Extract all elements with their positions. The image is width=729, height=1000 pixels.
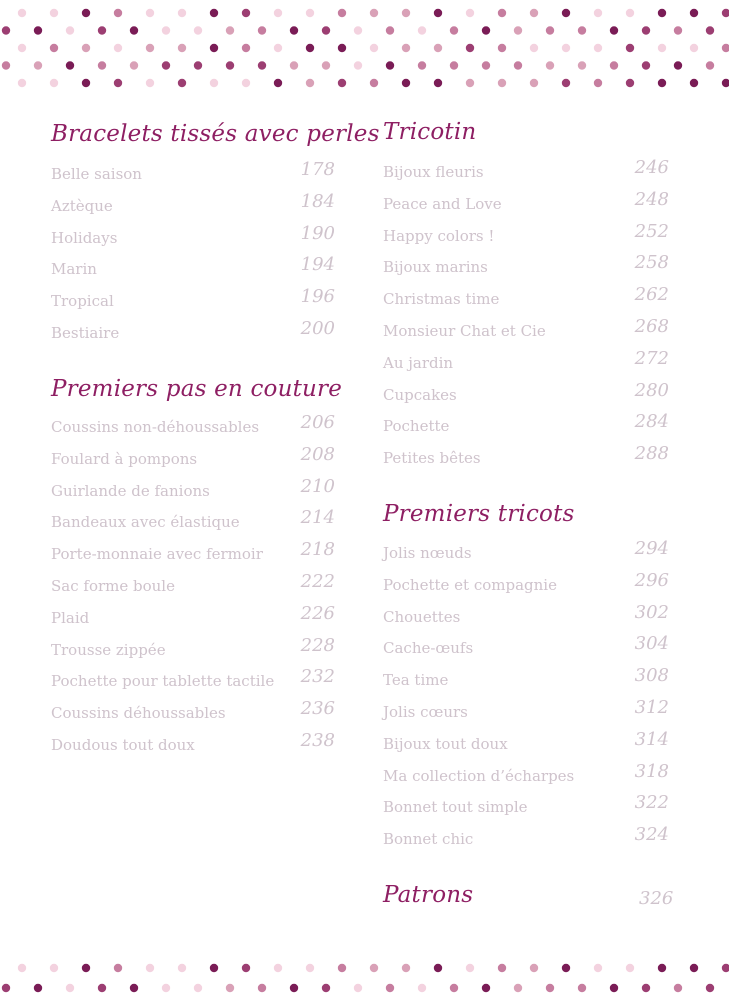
polka-dot (338, 79, 346, 87)
polka-dot (530, 44, 538, 52)
toc-entry-page-number: 218 (300, 539, 335, 561)
section-title-bracelets: Bracelets tissés avec perles (51, 121, 380, 147)
polka-dot (546, 61, 554, 69)
toc-entry-label: Cache-œufs (383, 639, 474, 658)
polka-dot (370, 44, 378, 52)
polka-dot (178, 44, 186, 52)
polka-dot (146, 964, 154, 972)
toc-entry-page-number: 210 (300, 475, 335, 497)
toc-entry-label: Bonnet tout simple (383, 798, 528, 817)
polka-dot (434, 44, 442, 52)
polka-dot (642, 26, 650, 34)
toc-entry-page-number: 226 (300, 602, 335, 624)
toc-entry-label: Monsieur Chat et Cie (383, 322, 546, 340)
toc-entry-page-number: 304 (634, 633, 669, 655)
toc-entry (51, 318, 341, 348)
toc-entry-label: Ma collection d’écharpes (383, 766, 575, 785)
polka-dot (514, 61, 522, 69)
toc-entry (51, 602, 341, 633)
polka-dot (114, 79, 122, 87)
polka-dot-border-bottom (0, 958, 729, 1000)
polka-dot (162, 984, 170, 992)
polka-dot (386, 26, 394, 34)
toc-entry (383, 188, 673, 219)
polka-dot (658, 964, 666, 972)
toc-entry (51, 159, 341, 189)
toc-entry (51, 475, 341, 506)
polka-dot (242, 44, 250, 52)
section-title-premiers-tricots: Premiers tricots (383, 501, 575, 527)
toc-entry (383, 665, 673, 695)
polka-dot (130, 61, 138, 69)
toc-entry (383, 633, 673, 663)
polka-dot (226, 61, 234, 69)
toc-entry-label: Pochette (383, 417, 450, 436)
polka-dot (82, 9, 90, 17)
toc-entry-page-number: 246 (634, 157, 669, 178)
toc-entry-label: Tea time (383, 671, 449, 690)
toc-entry (383, 760, 673, 791)
polka-dot (194, 26, 202, 34)
toc-entry (51, 539, 341, 569)
polka-dot (370, 9, 378, 17)
toc-entry-page-number: 302 (634, 601, 669, 623)
toc-entry-page-number: 178 (300, 159, 335, 180)
toc-entry-page-number: 236 (300, 698, 335, 720)
polka-dot (354, 61, 362, 69)
toc-entry-page-number: 272 (634, 347, 669, 369)
polka-dot (210, 964, 218, 972)
toc-entry-page-number: 284 (634, 411, 669, 433)
polka-dot (626, 964, 634, 972)
toc-entry (51, 634, 341, 665)
polka-dot (450, 26, 458, 34)
toc-entry-page-number: 314 (634, 728, 669, 750)
polka-dot (466, 9, 474, 17)
toc-entry (51, 190, 341, 221)
toc-entry-page-number: 294 (634, 538, 669, 559)
toc-entry-page-number: 208 (300, 443, 335, 465)
polka-dot (98, 26, 106, 34)
polka-dot (578, 61, 586, 69)
toc-entry-label: Tropical (51, 292, 114, 311)
section-title-couture: Premiers pas en couture (51, 376, 343, 402)
toc-entry (383, 538, 673, 568)
polka-dot (578, 26, 586, 34)
polka-dot (674, 26, 682, 34)
polka-dot (402, 964, 410, 972)
polka-dot (722, 44, 729, 52)
polka-dot (402, 44, 410, 52)
toc-entry (51, 507, 341, 537)
toc-entry-page-number: 262 (634, 284, 669, 306)
polka-dot (194, 984, 202, 992)
toc-entry (383, 316, 673, 346)
polka-dot (2, 26, 10, 34)
polka-dot (418, 26, 426, 34)
toc-entry-label: Bijoux tout doux (383, 734, 508, 753)
toc-entry-page-number: 190 (300, 222, 335, 244)
polka-dot (482, 26, 490, 34)
polka-dot (306, 79, 314, 87)
polka-dot (402, 79, 410, 87)
toc-entry-label: Happy colors ! (383, 226, 495, 245)
polka-dot (322, 26, 330, 34)
toc-entry-label: Au jardin (383, 353, 454, 372)
polka-dot (82, 964, 90, 972)
toc-entry-label: Jolis nœuds (383, 544, 472, 562)
polka-dot (546, 26, 554, 34)
polka-dot (610, 61, 618, 69)
toc-entry-label: Trousse zippée (51, 640, 166, 659)
polka-dot (82, 79, 90, 87)
polka-dot (722, 9, 729, 17)
polka-dot (450, 984, 458, 992)
polka-dot (658, 9, 666, 17)
polka-dot (674, 61, 682, 69)
polka-dot (530, 964, 538, 972)
polka-dot-border-top (0, 0, 729, 96)
toc-entry-label: Bonnet chic (383, 830, 474, 849)
toc-entry-label: Foulard à pompons (51, 449, 198, 468)
polka-dot (242, 79, 250, 87)
polka-dot (178, 964, 186, 972)
polka-dot (562, 44, 570, 52)
polka-dot (690, 79, 698, 87)
polka-dot (146, 79, 154, 87)
polka-dot (162, 26, 170, 34)
polka-dot (594, 9, 602, 17)
polka-dot (258, 26, 266, 34)
toc-entry-label: Pochette et compagnie (383, 575, 557, 594)
polka-dot (274, 964, 282, 972)
toc-entry-page-number: 248 (634, 188, 669, 210)
polka-dot (418, 61, 426, 69)
polka-dot (706, 61, 714, 69)
toc-entry (383, 347, 673, 378)
polka-dot (242, 964, 250, 972)
polka-dot (658, 79, 666, 87)
polka-dot (338, 964, 346, 972)
toc-entry-label: Pochette pour tablette tactile (51, 672, 275, 691)
polka-dot (322, 61, 330, 69)
polka-dot (50, 79, 58, 87)
polka-dot (322, 984, 330, 992)
polka-dot (562, 79, 570, 87)
polka-dot (130, 26, 138, 34)
polka-dot (626, 44, 634, 52)
toc-entry-page-number: 308 (634, 665, 669, 687)
toc-entry (383, 824, 673, 854)
polka-dot (594, 79, 602, 87)
polka-dot (50, 9, 58, 17)
polka-dot (306, 964, 314, 972)
toc-entry-page-number: 228 (300, 634, 335, 656)
polka-dot (514, 26, 522, 34)
polka-dot (18, 964, 26, 972)
polka-dot (226, 26, 234, 34)
toc-entry-page-number: 324 (634, 824, 669, 846)
polka-dot (594, 44, 602, 52)
polka-dot (674, 984, 682, 992)
toc-entry-page-number: 196 (300, 286, 335, 308)
polka-dot (690, 44, 698, 52)
polka-dot (178, 79, 186, 87)
polka-dot (338, 9, 346, 17)
polka-dot (498, 79, 506, 87)
toc-entry-label: Guirlande de fanions (51, 481, 210, 500)
polka-dot (690, 964, 698, 972)
polka-dot (34, 61, 42, 69)
polka-dot (466, 79, 474, 87)
polka-dot (18, 79, 26, 87)
polka-dot (386, 984, 394, 992)
polka-dot (66, 984, 74, 992)
toc-entry-page-number: 194 (300, 254, 335, 276)
polka-dot (258, 984, 266, 992)
polka-dot (274, 9, 282, 17)
toc-entry (51, 443, 341, 474)
polka-dot (114, 964, 122, 972)
toc-entry-label: Porte-monnaie avec fermoir (51, 545, 263, 564)
toc-entry-page-number: 214 (300, 507, 335, 529)
polka-dot (594, 964, 602, 972)
polka-dot (498, 44, 506, 52)
polka-dot (514, 984, 522, 992)
toc-entry (383, 728, 673, 759)
polka-dot (626, 79, 634, 87)
polka-dot (386, 61, 394, 69)
polka-dot (306, 9, 314, 17)
toc-entry-label: Jolis cœurs (383, 703, 468, 721)
toc-entry (51, 222, 341, 253)
polka-dot (178, 9, 186, 17)
polka-dot (418, 984, 426, 992)
polka-dot (498, 9, 506, 17)
polka-dot (354, 26, 362, 34)
polka-dot (210, 79, 218, 87)
toc-entry-page-number: 232 (300, 666, 335, 688)
polka-dot (530, 9, 538, 17)
polka-dot (402, 9, 410, 17)
polka-dot (434, 79, 442, 87)
polka-dot (162, 61, 170, 69)
toc-entry-label: Plaid (51, 608, 90, 627)
polka-dot (466, 964, 474, 972)
toc-entry (51, 254, 341, 284)
polka-dot (434, 9, 442, 17)
toc-entry-page-number: 222 (300, 571, 335, 592)
toc-entry-page-number: 258 (634, 252, 669, 274)
polka-dot (50, 964, 58, 972)
polka-dot (434, 964, 442, 972)
polka-dot (242, 9, 250, 17)
polka-dot (642, 984, 650, 992)
toc-entry-page-number: 206 (300, 412, 335, 433)
polka-dot (114, 44, 122, 52)
toc-entry-label: Peace and Love (383, 194, 502, 213)
polka-dot (482, 61, 490, 69)
toc-entry-page-number: 322 (634, 792, 669, 814)
polka-dot (50, 44, 58, 52)
toc-entry (51, 571, 341, 601)
toc-entry (51, 412, 341, 442)
polka-dot (98, 984, 106, 992)
toc-entry (383, 601, 673, 632)
toc-entry (383, 252, 673, 282)
toc-entry-label: Marin (51, 260, 97, 279)
toc-entry-page-number: 318 (634, 760, 669, 782)
toc-entry (51, 730, 341, 760)
polka-dot (466, 44, 474, 52)
polka-dot (658, 44, 666, 52)
polka-dot (130, 984, 138, 992)
polka-dot (290, 984, 298, 992)
toc-entry-page-number: 288 (634, 443, 669, 465)
toc-entry-label: Bijoux fleuris (383, 163, 484, 181)
polka-dot (482, 984, 490, 992)
polka-dot (290, 61, 298, 69)
toc-entry (383, 379, 673, 410)
toc-entry-label: Christmas time (383, 290, 500, 309)
polka-dot (98, 61, 106, 69)
toc-entry-page-number: 312 (634, 697, 669, 718)
toc-entry-label: Belle saison (51, 165, 142, 183)
patrons-page-number: 326 (639, 888, 674, 909)
toc-entry-page-number: 296 (634, 569, 669, 591)
toc-entry (383, 411, 673, 441)
polka-dot (690, 9, 698, 17)
toc-entry (383, 157, 673, 187)
polka-dot (114, 9, 122, 17)
polka-dot (274, 79, 282, 87)
polka-dot (562, 964, 570, 972)
toc-entry-label: Chouettes (383, 607, 461, 626)
toc-entry-label: Sac forme boule (51, 577, 175, 595)
toc-entry (51, 286, 341, 316)
toc-entry-label: Bandeaux avec élastique (51, 513, 240, 532)
polka-dot (194, 61, 202, 69)
polka-dot (66, 26, 74, 34)
polka-dot (2, 984, 10, 992)
toc-entry (383, 792, 673, 822)
polka-dot (210, 9, 218, 17)
polka-dot (82, 44, 90, 52)
polka-dot (610, 26, 618, 34)
polka-dot (226, 984, 234, 992)
toc-entry (383, 697, 673, 727)
toc-entry-page-number: 184 (300, 190, 335, 212)
polka-dot (706, 26, 714, 34)
polka-dot (610, 984, 618, 992)
toc-entry-label: Coussins déhoussables (51, 704, 226, 723)
polka-dot (338, 44, 346, 52)
toc-entry-page-number: 238 (300, 730, 335, 751)
polka-dot (210, 44, 218, 52)
polka-dot (258, 61, 266, 69)
polka-dot (34, 984, 42, 992)
polka-dot (66, 61, 74, 69)
polka-dot (18, 9, 26, 17)
toc-entry-label: Petites bêtes (383, 449, 481, 468)
polka-dot (306, 44, 314, 52)
polka-dot (290, 26, 298, 34)
polka-dot (578, 984, 586, 992)
toc-entry (51, 666, 341, 696)
toc-entry-label: Cupcakes (383, 385, 457, 404)
polka-dot (530, 79, 538, 87)
toc-entry-label: Bestiaire (51, 324, 120, 342)
polka-dot (722, 964, 729, 972)
toc-entry-label: Doudous tout doux (51, 736, 195, 754)
polka-dot (450, 61, 458, 69)
polka-dot (370, 964, 378, 972)
polka-dot (146, 44, 154, 52)
polka-dot (34, 26, 42, 34)
toc-entry-page-number: 268 (634, 316, 669, 337)
toc-entry-page-number: 252 (634, 220, 669, 242)
toc-entry-page-number: 280 (634, 379, 669, 401)
toc-entry (383, 284, 673, 314)
polka-dot (626, 9, 634, 17)
toc-entry (383, 569, 673, 600)
polka-dot (562, 9, 570, 17)
polka-dot (370, 79, 378, 87)
polka-dot (498, 964, 506, 972)
section-title-patrons: Patrons (383, 882, 474, 908)
toc-entry-label: Bijoux marins (383, 258, 488, 277)
polka-dot (642, 61, 650, 69)
polka-dot (274, 44, 282, 52)
polka-dot (354, 984, 362, 992)
toc-entry (383, 220, 673, 251)
polka-dot (2, 61, 10, 69)
toc-entry-label: Aztèque (51, 196, 113, 215)
section-title-tricotin: Tricotin (383, 119, 477, 145)
polka-dot (18, 44, 26, 52)
toc-entry-label: Coussins non-déhoussables (51, 418, 260, 436)
toc-entry (51, 698, 341, 728)
toc-entry-page-number: 200 (300, 318, 335, 339)
polka-dot (546, 984, 554, 992)
polka-dot (146, 9, 154, 17)
toc-entry (383, 443, 673, 473)
polka-dot (706, 984, 714, 992)
polka-dot (722, 79, 729, 87)
toc-entry-label: Holidays (51, 228, 118, 247)
